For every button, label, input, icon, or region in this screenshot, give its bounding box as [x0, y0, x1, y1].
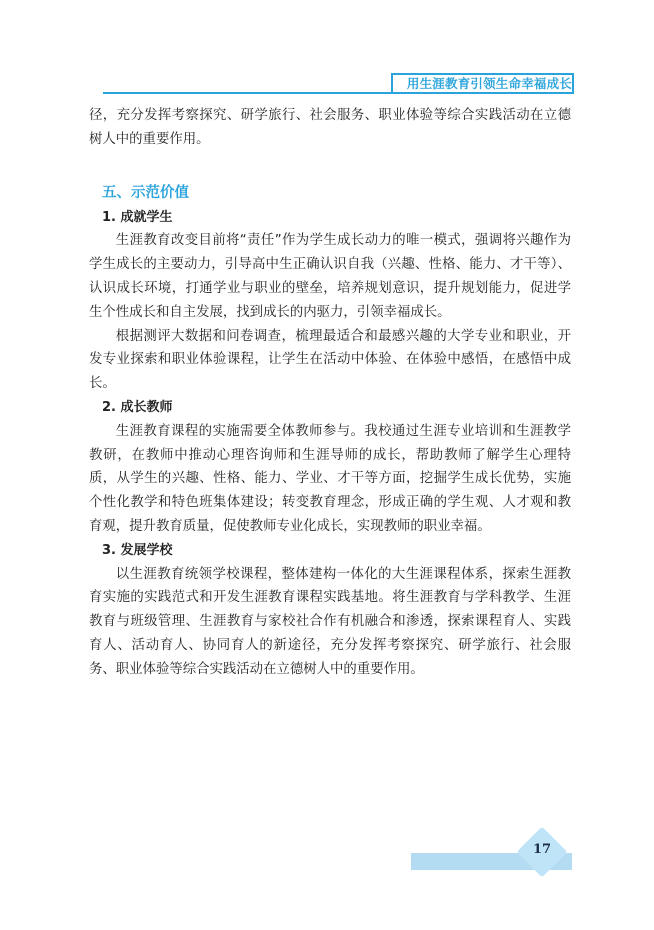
section-title: 五、示范价值 [102, 184, 189, 201]
paragraph-teachers: 生涯教育课程的实施需要全体教师参与。我校通过生涯专业培训和生涯教学教研，在教师中推动心理咨询师和生涯导师的成长，帮助教师了解学生心理特质，从学生的兴趣、性格、能力、学业、才干等方面，挖掘学生成长优势，实施个性化教学和特色班集体建设；转变教育理念，形成正确的学生观、人才观和教育观，提升教育质量，促使教师专业化成长，实现教师的职业幸福。 [89, 423, 571, 534]
subsection-title-teachers: 2. 成长教师 [102, 399, 173, 415]
subsection-title-students: 1. 成就学生 [102, 209, 173, 225]
intro-paragraph: 径，充分发挥考察探究、研学旅行、社会服务、职业体验等综合实践活动在立德树人中的重要作用。 [89, 108, 571, 147]
subsection-title-school: 3. 发展学校 [102, 542, 173, 558]
page-number: 17 [532, 842, 552, 857]
paragraph-school: 以生涯教育统领学校课程，整体建构一体化的大生涯课程体系，探索生涯教育实施的实践范式和开发生涯教育课程实践基地。将生涯教育与学科教学、生涯教育与班级管理、生涯教育与家校社合作有机融合和渗透，探索课程育人、实践育人、活动育人、协同育人的新途径，充分发挥考察探究、研学旅行、社会服务、职业体验等综合实践活动在立德树人中的重要作用。 [89, 566, 571, 677]
page-content [89, 104, 571, 682]
paragraph-students-2: 根据测评大数据和问卷调查，梳理最适合和最感兴趣的大学专业和职业，开发专业探索和职业体验课程，让学生在活动中体验、在体验中感悟，在感悟中成长。 [89, 328, 571, 392]
running-header-title: 用生涯教育引领生命幸福成长 [406, 76, 572, 91]
paragraph-students-1: 生涯教育改变目前将“责任”作为学生成长动力的唯一模式，强调将兴趣作为学生成长的主要动力，引导高中生正确认识自我（兴趣、性格、能力、才干等）、认识成长环境，打通学业与职业的壁垒，培养规划意识，提升规划能力，促进学生个性成长和自主发展，找到成长的内驱力，引领幸福成长。 [89, 233, 571, 320]
